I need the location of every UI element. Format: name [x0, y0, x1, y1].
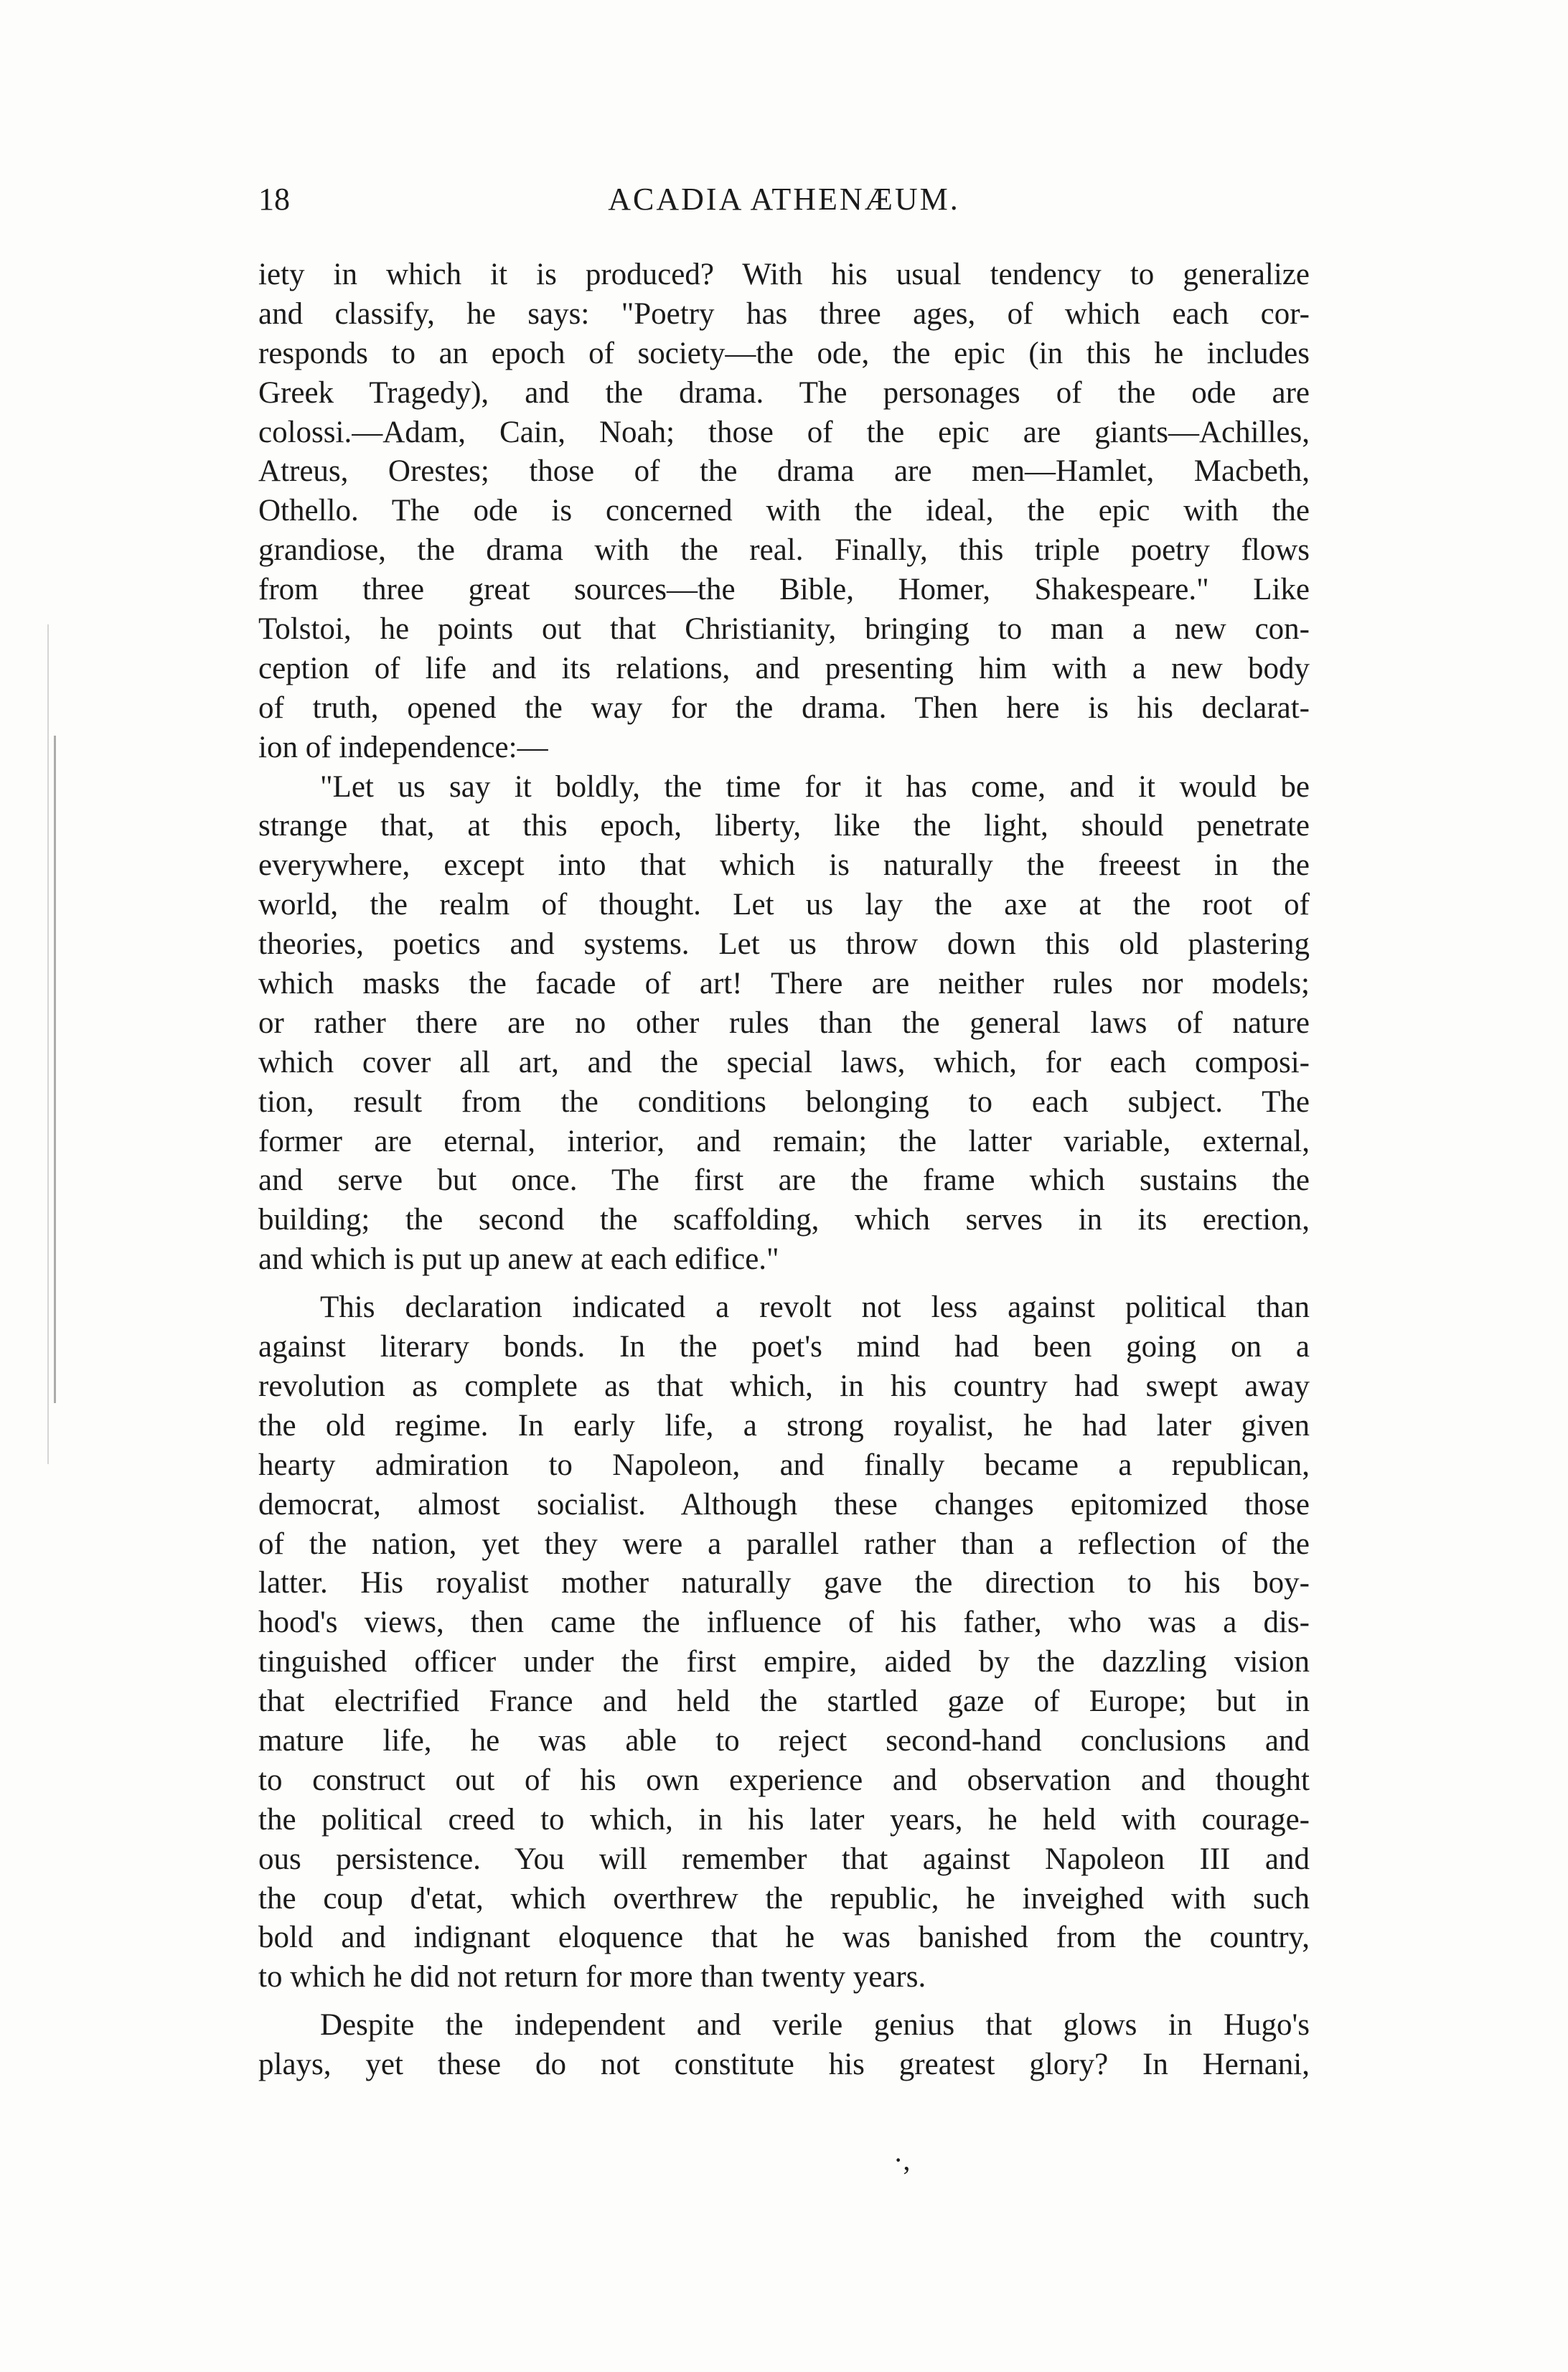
running-header	[258, 178, 1310, 221]
text-line: former are eternal, interior, and remain; the latter variable, external,	[258, 1124, 1310, 1158]
text-line: the coup d'etat, which overthrew the republic, he inveighed with such	[258, 1881, 1310, 1916]
text-line: the political creed to which, in his later years, he held with courage-	[258, 1802, 1310, 1837]
text-line: world, the realm of thought. Let us lay the axe at the root of	[258, 888, 1310, 922]
text-line: that electrified France and held the startled gaze of Europe; but in	[258, 1684, 1310, 1719]
text-line: Tolstoi, he points out that Christianity, bringing to man a new con-	[258, 612, 1310, 647]
text-line: ception of life and its relations, and presenting him with a new body	[258, 651, 1310, 685]
text-line: of the nation, yet they were a parallel rather than a reflection of the	[258, 1527, 1310, 1561]
text-line: "Let us say it boldly, the time for it has come, and it would be	[320, 769, 1310, 804]
margin-scan-artifact	[47, 624, 49, 1464]
text-line: which cover all art, and the special laws, which, for each composi-	[258, 1045, 1310, 1079]
text-line: Atreus, Orestes; those of the drama are men—Hamlet, Macbeth,	[258, 454, 1310, 489]
text-line: bold and indignant eloquence that he was banished from the country,	[258, 1921, 1310, 1955]
text-line: This declaration indicated a revolt not less against political than	[320, 1290, 1310, 1325]
text-line: Othello. The ode is concerned with the ideal, the epic with the	[258, 494, 1310, 528]
text-line: mature life, he was able to reject second-hand conclusions and	[258, 1723, 1310, 1758]
text-line: iety in which it is produced? With his usual tendency to generalize	[258, 258, 1310, 291]
text-line: responds to an epoch of society—the ode, the epic (in this he includes	[258, 336, 1310, 370]
text-line: theories, poetics and systems. Let us throw down this old plastering	[258, 927, 1310, 962]
text-line: and classify, he says: "Poetry has three ages, of which each cor-	[258, 296, 1310, 331]
text-line: which masks the facade of art! There are neither rules nor models;	[258, 967, 1310, 1001]
text-line: ous persistence. You will remember that against Napoleon III and	[258, 1842, 1310, 1876]
text-line: of truth, opened the way for the drama. Then here is his declarat-	[258, 690, 1310, 725]
text-line: revolution as complete as that which, in his country had swept away	[258, 1369, 1310, 1403]
text-line: and which is put up anew at each edifice."	[258, 1242, 779, 1277]
text-line: hearty admiration to Napoleon, and finally became a republican,	[258, 1448, 1310, 1482]
text-line: democrat, almost socialist. Although these changes epitomized those	[258, 1487, 1310, 1522]
text-line: to which he did not return for more than twenty years.	[258, 1960, 926, 1994]
text-line: or rather there are no other rules than the general laws of nature	[258, 1005, 1310, 1040]
text-line: latter. His royalist mother naturally gave the direction to his boy-	[258, 1566, 1310, 1600]
text-line: against literary bonds. In the poet's mind had been going on a	[258, 1330, 1310, 1364]
text-line: Despite the independent and verile genius that glows in Hugo's	[320, 2008, 1310, 2043]
footer-mark: ·,	[893, 2144, 911, 2176]
text-line: building; the second the scaffolding, which serves in its erection,	[258, 1203, 1310, 1237]
text-line: tinguished officer under the first empire, aided by the dazzling vision	[258, 1645, 1310, 1679]
text-line: Greek Tragedy), and the drama. The personages of the ode are	[258, 375, 1310, 410]
text-line: ion of independence:—	[258, 730, 548, 764]
margin-scan-artifact-dark	[54, 736, 56, 1403]
text-line: the old regime. In early life, a strong royalist, he had later given	[258, 1408, 1310, 1443]
text-line: and serve but once. The first are the frame which sustains the	[258, 1163, 1310, 1198]
running-title: ACADIA ATHENÆUM.	[608, 182, 960, 217]
text-line: plays, yet these do not constitute his greatest glory? In Hernani,	[258, 2048, 1310, 2082]
text-line: everywhere, except into that which is naturally the freeest in the	[258, 848, 1310, 883]
page-number: 18	[258, 182, 290, 217]
article-body	[258, 256, 1310, 2085]
text-line: from three great sources—the Bible, Homer, Shakespeare." Like	[258, 573, 1310, 607]
text-line: grandiose, the drama with the real. Finally, this triple poetry flows	[258, 533, 1310, 568]
text-line: to construct out of his own experience and observation and thought	[258, 1763, 1310, 1797]
text-line: tion, result from the conditions belonging to each subject. The	[258, 1084, 1310, 1119]
text-line: strange that, at this epoch, liberty, like the light, should penetrate	[258, 809, 1310, 843]
text-line: hood's views, then came the influence of his father, who was a dis-	[258, 1605, 1310, 1640]
text-line: colossi.—Adam, Cain, Noah; those of the epic are giants—Achilles,	[258, 415, 1310, 449]
